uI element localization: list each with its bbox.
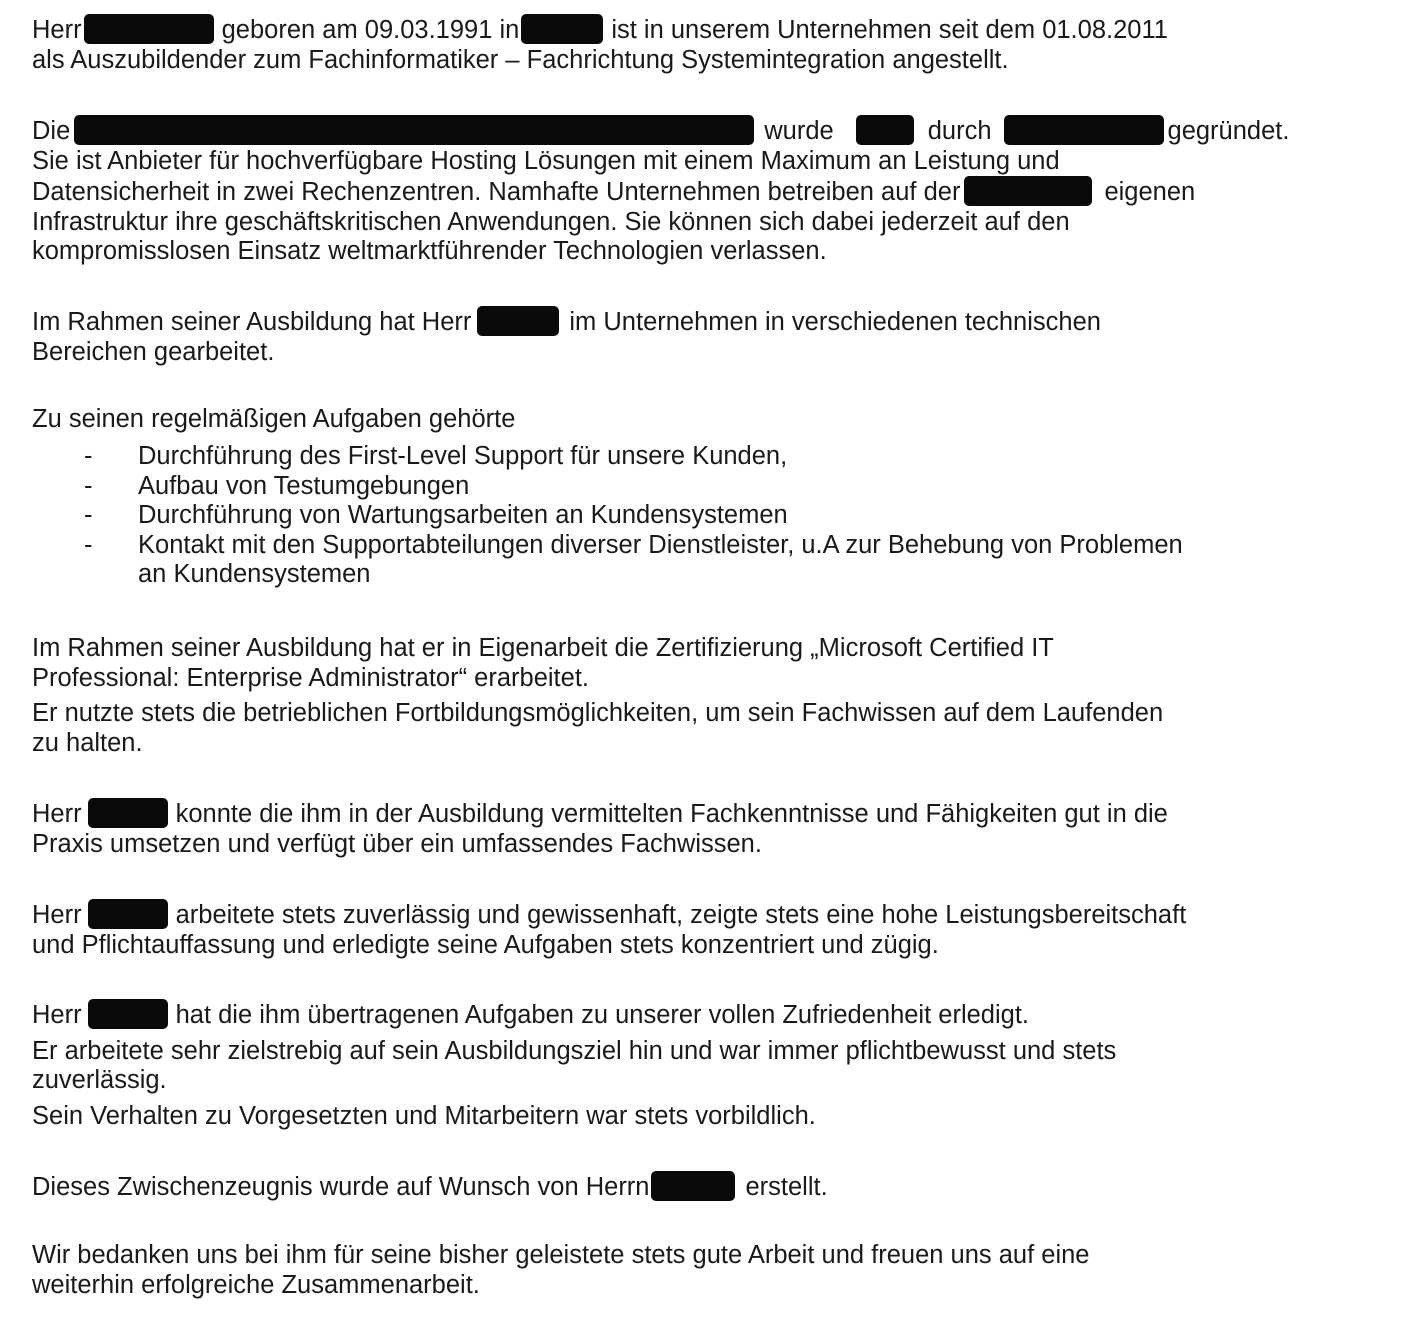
certificate-request-paragraph: [32, 1171, 1362, 1203]
company-line-2: Sie ist Anbieter für hochverfügbare Hosting Lösungen mit einem Maximum an Leistung und: [32, 146, 1060, 175]
training-line-1: [32, 306, 1362, 338]
employment-text: ist in unserem Unternehmen seit dem 01.08.2011: [611, 16, 1168, 44]
performance-line-2: Er arbeitete sehr zielstrebig auf sein Ausbildungsziel hin und war immer pflichtbewusst und stets: [32, 1036, 1117, 1065]
redacted-founder: [1004, 115, 1164, 145]
redacted-birthplace: [521, 14, 603, 44]
knowledge-line-1: [32, 798, 1362, 830]
list-dash: -: [84, 530, 93, 559]
tasks-list: [32, 442, 1372, 590]
training-areas-paragraph: [32, 306, 1362, 367]
tasks-intro-line: Zu seinen regelmäßigen Aufgaben gehörte: [32, 405, 516, 433]
list-item: [32, 531, 1372, 561]
company-die: Die: [32, 117, 71, 145]
company-line-1: [32, 115, 1362, 147]
task-item-text: Durchführung des First-Level Support für unsere Kunden,: [138, 442, 788, 470]
certification-line-3: Er nutzte stets die betrieblichen Fortbildungsmöglichkeiten, um sein Fachwissen auf dem Laufenden: [32, 699, 1164, 727]
knowledge-paragraph: [32, 798, 1362, 859]
list-item: [32, 442, 1372, 472]
redacted-surname: [88, 798, 168, 828]
list-item: [32, 472, 1372, 502]
training-line-2: Bereichen gearbeitet.: [32, 337, 275, 366]
list-item-continuation: [32, 560, 1372, 590]
salutation-herr: Herr: [32, 16, 82, 44]
closing-line-2: weiterhin erfolgreiche Zusammenarbeit.: [32, 1270, 480, 1299]
knowledge-line-1-text: konnte die ihm in der Ausbildung vermittelten Fachkenntnisse und Fähigkeiten gut in die: [175, 800, 1168, 828]
certificate-request-line: [32, 1171, 1362, 1203]
certification-line-4: zu halten.: [32, 728, 143, 757]
company-line-4: Infrastruktur ihre geschäftskritischen Anwendungen. Sie können sich dabei jederzeit auf den: [32, 207, 1070, 236]
redacted-surname: [651, 1171, 735, 1201]
intro-paragraph: [32, 14, 1362, 75]
performance-paragraph: [32, 999, 1362, 1131]
company-durch: durch: [927, 117, 992, 145]
performance-line-1-text: hat die ihm übertragenen Aufgaben zu unserer vollen Zufriedenheit erledigt.: [175, 1001, 1029, 1029]
task-item-text: Durchführung von Wartungsarbeiten an Kundensystemen: [138, 501, 788, 529]
performance-line-3: zuverlässig.: [32, 1066, 167, 1094]
company-gegruendet: gegründet.: [1167, 117, 1290, 145]
task-item-text: Aufbau von Testumgebungen: [138, 471, 470, 500]
redacted-surname: [84, 14, 214, 44]
certificate-request-text: Dieses Zwischenzeugnis wurde auf Wunsch von Herrn: [32, 1173, 650, 1201]
redacted-surname: [88, 899, 168, 929]
company-line-3: [32, 176, 1362, 208]
company-line-5: kompromisslosen Einsatz weltmarktführender Technologien verlassen.: [32, 237, 827, 265]
tasks-intro: [32, 405, 1362, 435]
work-ethic-paragraph: [32, 899, 1362, 960]
company-wurde: wurde: [764, 117, 834, 145]
company-line-3-text: Datensicherheit in zwei Rechenzentren. Namhafte Unternehmen betreiben auf der: [32, 178, 961, 206]
redacted-company-short: [964, 176, 1092, 206]
performance-line-1: [32, 999, 1362, 1031]
certification-line-1: Im Rahmen seiner Ausbildung hat er in Eigenarbeit die Zertifizierung „Microsoft Certified IT: [32, 634, 1054, 662]
company-eigenen: eigenen: [1104, 178, 1196, 206]
training-line-1-text: Im Rahmen seiner Ausbildung hat Herr: [32, 308, 472, 336]
list-item: [32, 501, 1372, 531]
knowledge-herr: Herr: [32, 800, 82, 828]
performance-herr: Herr: [32, 1001, 82, 1029]
work-ethic-line-1-text: arbeitete stets zuverlässig und gewissenhaft, zeigte stets eine hohe Leistungsbereitschaft: [175, 901, 1187, 929]
task-item-text: Kontakt mit den Supportabteilungen diverser Dienstleister, u.A zur Behebung von Problemen: [138, 530, 1183, 559]
work-ethic-line-2: und Pflichtauffassung und erledigte seine Aufgaben stets konzentriert und zügig.: [32, 930, 939, 959]
redacted-founding-year: [856, 115, 914, 145]
certification-line-2: Professional: Enterprise Administrator“ erarbeitet.: [32, 663, 589, 692]
knowledge-line-2: Praxis umsetzen und verfügt über ein umfassendes Fachwissen.: [32, 829, 762, 858]
performance-line-4: Sein Verhalten zu Vorgesetzten und Mitarbeitern war stets vorbildlich.: [32, 1101, 816, 1130]
certificate-request-erstellt: erstellt.: [745, 1173, 828, 1201]
intro-line-1: [32, 14, 1362, 46]
company-paragraph: [32, 115, 1362, 267]
list-dash: -: [84, 501, 93, 529]
task-item-continuation-text: an Kundensystemen: [138, 560, 371, 588]
list-dash: -: [84, 471, 93, 500]
work-ethic-line-1: [32, 899, 1362, 931]
redacted-surname: [477, 306, 559, 336]
work-ethic-herr: Herr: [32, 901, 82, 929]
redacted-company-name: [74, 115, 754, 145]
closing-line-1: Wir bedanken uns bei ihm für seine bisher geleistete stets gute Arbeit und freuen uns auf eine: [32, 1241, 1090, 1269]
birth-text: geboren am 09.03.1991 in: [221, 16, 520, 44]
redacted-surname: [88, 999, 168, 1029]
training-line-1-rest: im Unternehmen in verschiedenen technischen: [569, 308, 1101, 336]
certification-paragraph: [32, 634, 1362, 758]
intro-line-2: als Auszubildender zum Fachinformatiker – Fachrichtung Systemintegration angestellt.: [32, 45, 1009, 74]
list-dash: -: [84, 442, 93, 470]
closing-paragraph: [32, 1241, 1362, 1300]
